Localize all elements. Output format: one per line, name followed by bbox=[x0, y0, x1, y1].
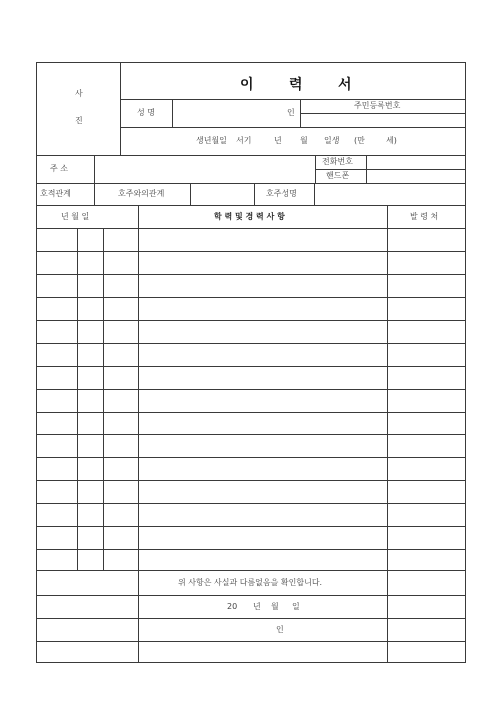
age-open: (만 bbox=[354, 136, 365, 145]
head-relation-label: 호주와의관계 bbox=[118, 189, 165, 198]
table-row-line bbox=[36, 320, 466, 321]
document-title-char-2: 력 bbox=[289, 77, 303, 93]
document-title-char-3: 서 bbox=[338, 77, 352, 93]
table-row-line bbox=[36, 570, 466, 571]
confirmation-date-day: 일 bbox=[292, 602, 300, 611]
table-row-line bbox=[36, 412, 466, 413]
table-row-line bbox=[36, 297, 466, 298]
age-close: 세) bbox=[386, 136, 397, 145]
name-field-divider bbox=[172, 99, 173, 128]
table-row-line bbox=[36, 526, 466, 527]
head-name-label: 호주성명 bbox=[266, 189, 297, 198]
photo-divider bbox=[120, 62, 121, 155]
table-row-line bbox=[36, 251, 466, 252]
birth-label: 생년월일 bbox=[196, 136, 227, 145]
family-divider-4 bbox=[314, 183, 315, 206]
birth-era: 서기 bbox=[236, 136, 252, 145]
family-row-bottom bbox=[36, 205, 466, 206]
address-phone-divider bbox=[315, 155, 316, 184]
birth-month: 월 bbox=[300, 136, 308, 145]
table-row-line bbox=[36, 641, 466, 642]
phone-label-divider bbox=[366, 155, 367, 184]
photo-label-bottom: 진 bbox=[75, 116, 83, 125]
table-row-line bbox=[36, 434, 466, 435]
table-row-line bbox=[36, 457, 466, 458]
name-seal: 인 bbox=[287, 108, 295, 117]
history-details-header: 학 력 및 경 력 사 항 bbox=[214, 212, 285, 221]
history-month-day-divider bbox=[103, 228, 104, 570]
table-row-line bbox=[36, 274, 466, 275]
table-row-line bbox=[36, 549, 466, 550]
confirmation-date-month: 월 bbox=[271, 602, 279, 611]
history-date-header: 년 월 일 bbox=[61, 212, 90, 221]
table-row-line bbox=[36, 480, 466, 481]
document-title-char-1: 이 bbox=[240, 77, 254, 93]
border-top bbox=[36, 62, 466, 63]
table-row-line bbox=[36, 366, 466, 367]
history-issuer-header: 발 령 처 bbox=[410, 212, 439, 221]
confirmation-date-prefix: 20 bbox=[227, 602, 238, 611]
table-row-line bbox=[36, 595, 466, 596]
border-right bbox=[465, 62, 466, 663]
border-left bbox=[36, 62, 37, 663]
table-row-line bbox=[36, 389, 466, 390]
history-header-bottom bbox=[36, 228, 466, 229]
confirmation-date-year: 년 bbox=[253, 602, 261, 611]
resident-id-divider bbox=[300, 113, 466, 114]
family-divider-3 bbox=[254, 183, 255, 206]
birth-day: 일생 bbox=[324, 136, 340, 145]
photo-label-top: 사 bbox=[75, 89, 83, 98]
table-row-line bbox=[36, 343, 466, 344]
address-label-divider bbox=[94, 155, 95, 184]
family-divider-2 bbox=[190, 183, 191, 206]
history-year-month-divider bbox=[77, 228, 78, 570]
family-relation-label: 호적관계 bbox=[40, 189, 71, 198]
name-label: 성 명 bbox=[137, 108, 155, 117]
birth-year: 년 bbox=[274, 136, 282, 145]
resident-id-label: 주민등록번호 bbox=[354, 101, 401, 110]
confirmation-statement: 위 사항은 사실과 다름없음을 확인합니다. bbox=[178, 578, 323, 587]
table-row-line bbox=[36, 503, 466, 504]
phone-row-bottom bbox=[315, 169, 466, 170]
border-bottom bbox=[36, 662, 466, 663]
birth-row-bottom bbox=[36, 155, 466, 156]
address-label: 주 소 bbox=[50, 164, 68, 173]
confirmation-seal: 인 bbox=[276, 625, 284, 634]
phone-label: 전화번호 bbox=[322, 157, 353, 166]
name-resident-divider bbox=[300, 99, 301, 128]
family-divider-1 bbox=[94, 183, 95, 206]
table-row-line bbox=[36, 618, 466, 619]
mobile-label: 핸드폰 bbox=[326, 171, 350, 180]
address-row-bottom bbox=[36, 183, 466, 184]
